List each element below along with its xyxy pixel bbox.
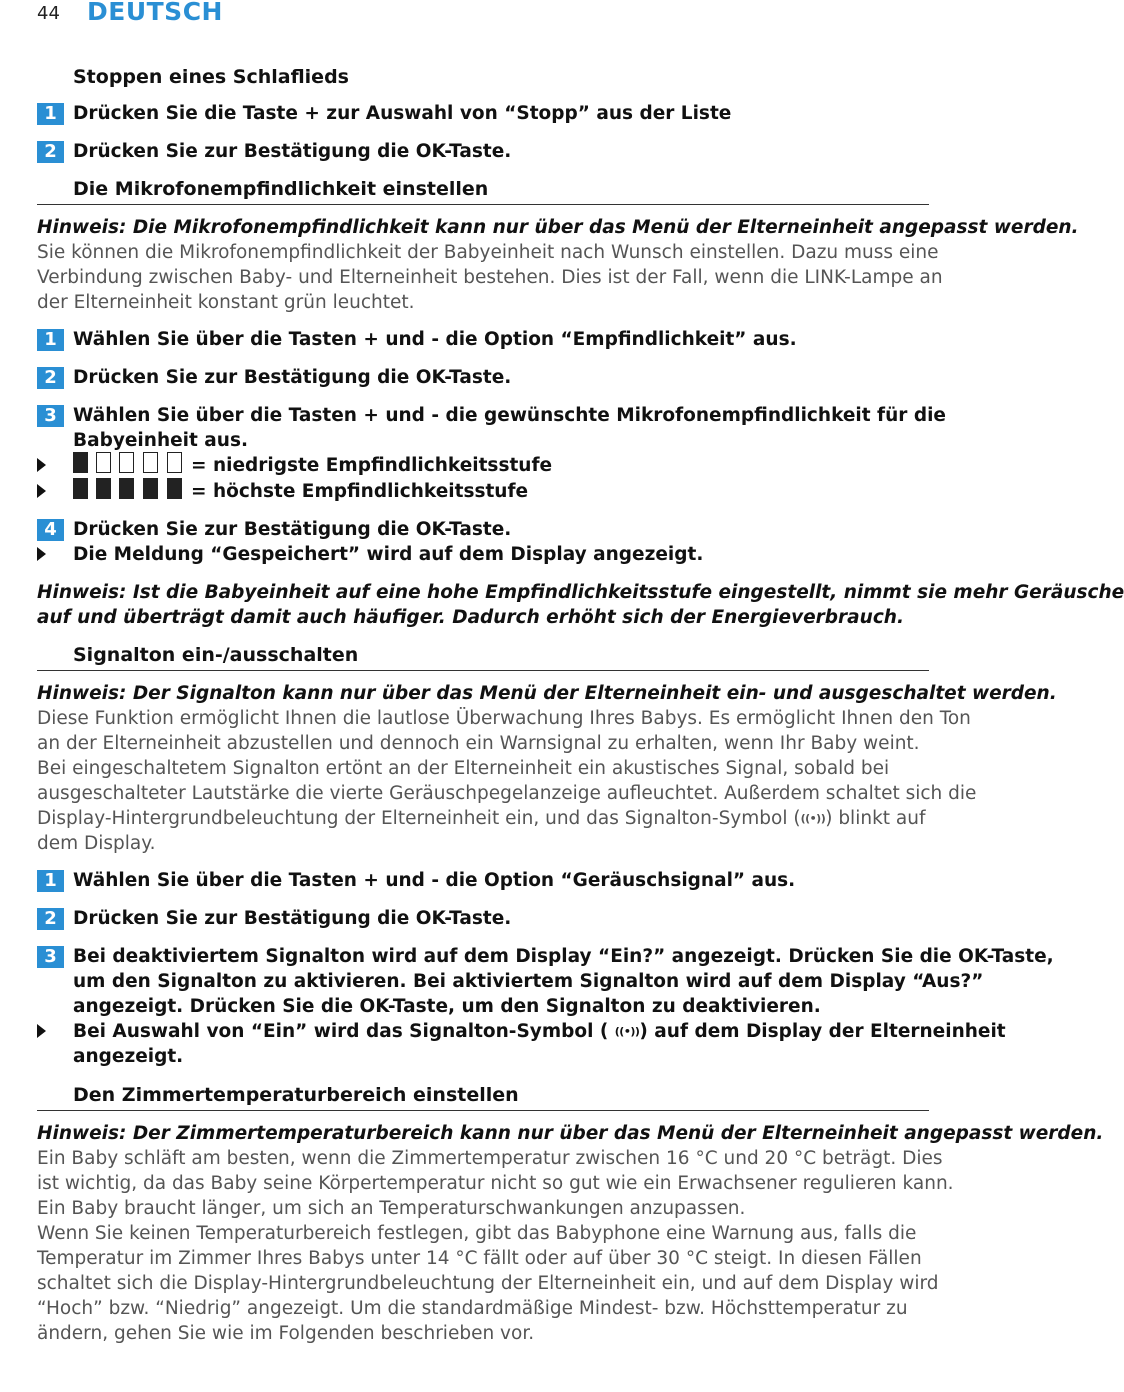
body-text: an der Elterneinheit abzustellen und dennoch ein Warnsignal zu erhalten, wenn Ihr Baby weint. bbox=[37, 733, 920, 754]
body-text: Bei eingeschaltetem Signalton ertönt an der Elterneinheit ein akustisches Signal, sobald bei bbox=[37, 758, 890, 779]
result-text: Die Meldung “Gespeichert” wird auf dem Display angezeigt. bbox=[73, 544, 704, 565]
step-text: Wählen Sie über die Tasten + und - die Option “Geräuschsignal” aus. bbox=[73, 870, 796, 891]
step-text: Drücken Sie zur Bestätigung die OK-Taste. bbox=[73, 519, 512, 540]
body-text: Ein Baby schläft am besten, wenn die Zimmertemperatur zwischen 16 °C und 20 °C beträgt. Dies bbox=[37, 1148, 943, 1169]
step-text-continued: Babyeinheit aus. bbox=[73, 430, 248, 451]
section-divider bbox=[37, 1110, 929, 1111]
note: Hinweis: Der Signalton kann nur über das Menü der Elterneinheit ein- und ausgeschaltet werden. bbox=[37, 683, 1057, 704]
step-number: 2 bbox=[37, 367, 64, 389]
signal-symbol-icon: ((•)) bbox=[614, 1025, 640, 1038]
body-text: Wenn Sie keinen Temperaturbereich festlegen, gibt das Babyphone eine Warnung aus, falls die bbox=[37, 1223, 917, 1244]
body-text: ausgeschalteter Lautstärke die vierte Geräuschpegelanzeige aufleuchtet. Außerdem schaltet sich die bbox=[37, 783, 977, 804]
level-high-label: = höchste Empfindlichkeitsstufe bbox=[191, 481, 529, 502]
step-number: 4 bbox=[37, 519, 64, 541]
body-text: ist wichtig, da das Baby seine Körpertemperatur nicht so gut wie ein Erwachsener regulieren kann. bbox=[37, 1173, 954, 1194]
note: Hinweis: Der Zimmertemperaturbereich kann nur über das Menü der Elterneinheit angepasst werden. bbox=[37, 1123, 1104, 1144]
body-text: Diese Funktion ermöglicht Ihnen die lautlose Überwachung Ihres Babys. Es ermöglicht Ihnen den Ton bbox=[37, 708, 971, 729]
body-text: Temperatur im Zimmer Ihres Babys unter 14 °C fällt oder auf über 30 °C steigt. In diesen Fällen bbox=[37, 1248, 922, 1269]
note: Hinweis: Ist die Babyeinheit auf eine hohe Empfindlichkeitsstufe eingestellt, nimmt sie mehr Geräusche bbox=[37, 582, 1124, 603]
level-low-label: = niedrigste Empfindlichkeitsstufe bbox=[191, 455, 553, 476]
section-divider bbox=[37, 204, 929, 205]
section-title: Stoppen eines Schlaflieds bbox=[73, 66, 349, 88]
body-text: “Hoch” bzw. “Niedrig” angezeigt. Um die standardmäßige Mindest- bzw. Höchsttemperatur zu bbox=[37, 1298, 908, 1319]
step-text: Wählen Sie über die Tasten + und - die gewünschte Mikrofonempfindlichkeit für die bbox=[73, 405, 946, 426]
signal-symbol-icon: ((•)) bbox=[800, 812, 826, 825]
section-divider bbox=[37, 670, 929, 671]
result-text-continued: angezeigt. bbox=[73, 1046, 184, 1067]
step-text: Drücken Sie zur Bestätigung die OK-Taste. bbox=[73, 367, 512, 388]
note: Hinweis: Die Mikrofonempfindlichkeit kann nur über das Menü der Elterneinheit angepasst werden. bbox=[37, 217, 1079, 238]
section-title: Die Mikrofonempfindlichkeit einstellen bbox=[73, 178, 489, 200]
page-number: 44 bbox=[37, 3, 60, 24]
step-text: Drücken Sie die Taste + zur Auswahl von “Stopp” aus der Liste bbox=[73, 103, 732, 124]
step-number: 1 bbox=[37, 103, 64, 125]
step-text-continued: angezeigt. Drücken Sie die OK-Taste, um den Signalton zu deaktivieren. bbox=[73, 996, 821, 1017]
bullet-triangle-icon bbox=[37, 484, 46, 498]
body-text: Sie können die Mikrofonempfindlichkeit der Babyeinheit nach Wunsch einstellen. Dazu muss eine bbox=[37, 242, 939, 263]
bullet-triangle-icon bbox=[37, 458, 46, 472]
body-text: Ein Baby braucht länger, um sich an Temperaturschwankungen anzupassen. bbox=[37, 1198, 746, 1219]
result-text: Bei Auswahl von “Ein” wird das Signalton-Symbol ( ((•))) auf dem Display der Elterneinheit bbox=[73, 1021, 1006, 1042]
body-text: der Elterneinheit konstant grün leuchtet. bbox=[37, 292, 415, 313]
step-number: 2 bbox=[37, 908, 64, 930]
step-text: Wählen Sie über die Tasten + und - die Option “Empfindlichkeit” aus. bbox=[73, 329, 797, 350]
bullet-triangle-icon bbox=[37, 547, 46, 561]
body-text: ändern, gehen Sie wie im Folgenden beschrieben vor. bbox=[37, 1323, 535, 1344]
step-number: 2 bbox=[37, 141, 64, 163]
step-number: 3 bbox=[37, 946, 64, 968]
body-text: Verbindung zwischen Baby- und Elterneinheit bestehen. Dies ist der Fall, wenn die LINK-Lampe an bbox=[37, 267, 943, 288]
language-heading: DEUTSCH bbox=[87, 0, 223, 26]
step-text: Drücken Sie zur Bestätigung die OK-Taste. bbox=[73, 141, 512, 162]
note: auf und überträgt damit auch häufiger. Dadurch erhöht sich der Energieverbrauch. bbox=[37, 607, 904, 628]
step-text-continued: um den Signalton zu aktivieren. Bei aktiviertem Signalton wird auf dem Display “Aus?” bbox=[73, 971, 984, 992]
body-text: Display-Hintergrundbeleuchtung der Elterneinheit ein, und das Signalton-Symbol (((•))) blinkt auf bbox=[37, 808, 926, 829]
section-title: Signalton ein-/ausschalten bbox=[73, 644, 359, 666]
step-number: 1 bbox=[37, 870, 64, 892]
step-text: Drücken Sie zur Bestätigung die OK-Taste. bbox=[73, 908, 512, 929]
step-text: Bei deaktiviertem Signalton wird auf dem Display “Ein?” angezeigt. Drücken Sie die OK-Taste, bbox=[73, 946, 1054, 967]
step-number: 1 bbox=[37, 329, 64, 351]
body-text: schaltet sich die Display-Hintergrundbeleuchtung der Elterneinheit ein, und auf dem Display wird bbox=[37, 1273, 939, 1294]
step-number: 3 bbox=[37, 405, 64, 427]
bullet-triangle-icon bbox=[37, 1024, 46, 1038]
section-title: Den Zimmertemperaturbereich einstellen bbox=[73, 1084, 519, 1106]
body-text: dem Display. bbox=[37, 833, 156, 854]
